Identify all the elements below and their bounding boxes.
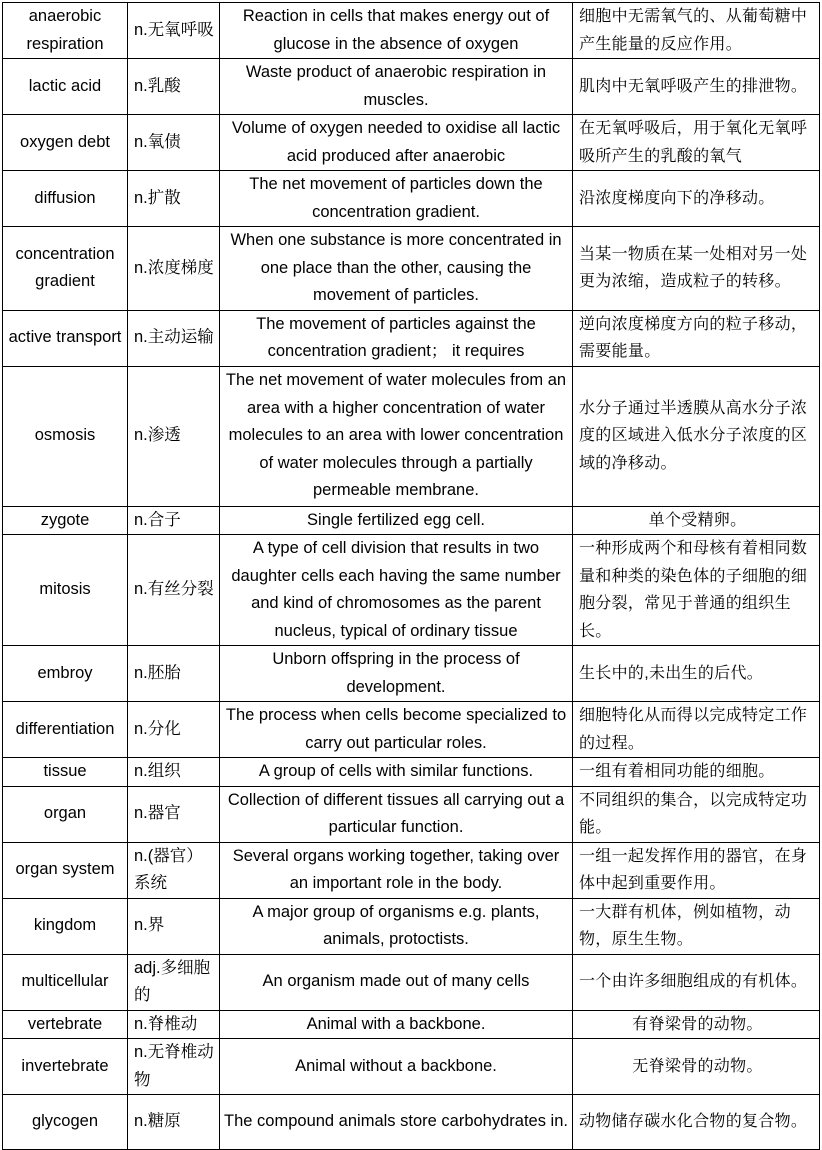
- table-row: [3, 646, 820, 702]
- part-of-speech-cell: n.浓度梯度: [128, 227, 220, 311]
- table-row: [3, 171, 820, 227]
- part-of-speech-cell: n.分化: [128, 702, 220, 758]
- part-of-speech-cell: n.界: [128, 898, 220, 954]
- term-cell: osmosis: [3, 366, 128, 506]
- chinese-definition-cell: 细胞中无需氧气的、从葡萄糖中产生能量的反应作用。: [573, 3, 820, 59]
- term-cell: organ: [3, 786, 128, 842]
- table-row: [3, 1095, 820, 1150]
- term-cell: zygote: [3, 506, 128, 535]
- table-row: [3, 227, 820, 311]
- part-of-speech-cell: n.乳酸: [128, 59, 220, 115]
- term-cell: active transport: [3, 310, 128, 366]
- term-cell: kingdom: [3, 898, 128, 954]
- chinese-definition-cell: 一组有着相同功能的细胞。: [573, 758, 820, 787]
- term-cell: invertebrate: [3, 1039, 128, 1095]
- part-of-speech-cell: n.(器官）系统: [128, 842, 220, 898]
- vocabulary-table: [2, 2, 820, 1150]
- english-definition-cell: Reaction in cells that makes energy out of glucose in the absence of oxygen: [220, 3, 573, 59]
- chinese-definition-cell: 生长中的,未出生的后代。: [573, 646, 820, 702]
- chinese-definition-cell: 在无氧呼吸后，用于氧化无氧呼吸所产生的乳酸的氧气: [573, 115, 820, 171]
- english-definition-cell: The movement of particles against the concentration gradient； it requires: [220, 310, 573, 366]
- term-cell: tissue: [3, 758, 128, 787]
- chinese-definition-cell: 细胞特化从而得以完成特定工作的过程。: [573, 702, 820, 758]
- chinese-definition-cell: 水分子通过半透膜从高水分子浓度的区域进入低水分子浓度的区域的净移动。: [573, 366, 820, 506]
- english-definition-cell: Animal without a backbone.: [220, 1039, 573, 1095]
- term-cell: differentiation: [3, 702, 128, 758]
- english-definition-cell: Collection of different tissues all carrying out a particular function.: [220, 786, 573, 842]
- english-definition-cell: Unborn offspring in the process of development.: [220, 646, 573, 702]
- table-row: [3, 59, 820, 115]
- table-body: [3, 3, 820, 1150]
- chinese-definition-cell: 动物储存碳水化合物的复合物。: [573, 1095, 820, 1150]
- english-definition-cell: Animal with a backbone.: [220, 1010, 573, 1039]
- english-definition-cell: Waste product of anaerobic respiration in muscles.: [220, 59, 573, 115]
- part-of-speech-cell: n.有丝分裂: [128, 535, 220, 646]
- table-row: [3, 506, 820, 535]
- term-cell: embroy: [3, 646, 128, 702]
- term-cell: diffusion: [3, 171, 128, 227]
- term-cell: organ system: [3, 842, 128, 898]
- english-definition-cell: The process when cells become specialized to carry out particular roles.: [220, 702, 573, 758]
- table-row: [3, 954, 820, 1010]
- term-cell: concentration gradient: [3, 227, 128, 311]
- part-of-speech-cell: n.无氧呼吸: [128, 3, 220, 59]
- chinese-definition-cell: 当某一物质在某一处相对另一处更为浓缩，造成粒子的转移。: [573, 227, 820, 311]
- chinese-definition-cell: 有脊梁骨的动物。: [573, 1010, 820, 1039]
- part-of-speech-cell: n.脊椎动: [128, 1010, 220, 1039]
- chinese-definition-cell: 单个受精卵。: [573, 506, 820, 535]
- english-definition-cell: Volume of oxygen needed to oxidise all lactic acid produced after anaerobic: [220, 115, 573, 171]
- chinese-definition-cell: 一个由许多细胞组成的有机体。: [573, 954, 820, 1010]
- chinese-definition-cell: 沿浓度梯度向下的净移动。: [573, 171, 820, 227]
- english-definition-cell: Several organs working together, taking over an important role in the body.: [220, 842, 573, 898]
- english-definition-cell: A type of cell division that results in two daughter cells each having the same number and kind of chromosomes as the parent nucleus, typical of ordinary tissue: [220, 535, 573, 646]
- term-cell: vertebrate: [3, 1010, 128, 1039]
- english-definition-cell: The net movement of water molecules from an area with a higher concentration of water molecules to an area with lower concentration of water molecules through a partially permeable membrane.: [220, 366, 573, 506]
- part-of-speech-cell: n.渗透: [128, 366, 220, 506]
- table-row: [3, 1039, 820, 1095]
- chinese-definition-cell: 肌肉中无氧呼吸产生的排泄物。: [573, 59, 820, 115]
- chinese-definition-cell: 逆向浓度梯度方向的粒子移动，需要能量。: [573, 310, 820, 366]
- part-of-speech-cell: n.扩散: [128, 171, 220, 227]
- table-row: [3, 1010, 820, 1039]
- part-of-speech-cell: n.组织: [128, 758, 220, 787]
- part-of-speech-cell: n.胚胎: [128, 646, 220, 702]
- chinese-definition-cell: 一大群有机体，例如植物，动物，原生生物。: [573, 898, 820, 954]
- table-row: [3, 702, 820, 758]
- english-definition-cell: The compound animals store carbohydrates in.: [220, 1095, 573, 1150]
- table-row: [3, 758, 820, 787]
- chinese-definition-cell: 无脊梁骨的动物。: [573, 1039, 820, 1095]
- part-of-speech-cell: n.合子: [128, 506, 220, 535]
- term-cell: lactic acid: [3, 59, 128, 115]
- part-of-speech-cell: n.氧债: [128, 115, 220, 171]
- chinese-definition-cell: 一种形成两个和母核有着相同数量和种类的染色体的子细胞的细胞分裂，常见于普通的组织生长。: [573, 535, 820, 646]
- english-definition-cell: A group of cells with similar functions.: [220, 758, 573, 787]
- part-of-speech-cell: n.糖原: [128, 1095, 220, 1150]
- english-definition-cell: When one substance is more concentrated in one place than the other, causing the movement of particles.: [220, 227, 573, 311]
- chinese-definition-cell: 一组一起发挥作用的器官，在身体中起到重要作用。: [573, 842, 820, 898]
- term-cell: multicellular: [3, 954, 128, 1010]
- term-cell: mitosis: [3, 535, 128, 646]
- term-cell: glycogen: [3, 1095, 128, 1150]
- english-definition-cell: An organism made out of many cells: [220, 954, 573, 1010]
- part-of-speech-cell: n.主动运输: [128, 310, 220, 366]
- table-row: [3, 535, 820, 646]
- chinese-definition-cell: 不同组织的集合，以完成特定功能。: [573, 786, 820, 842]
- part-of-speech-cell: n.无脊椎动物: [128, 1039, 220, 1095]
- table-row: [3, 842, 820, 898]
- part-of-speech-cell: n.器官: [128, 786, 220, 842]
- table-row: [3, 898, 820, 954]
- table-row: [3, 3, 820, 59]
- table-row: [3, 366, 820, 506]
- english-definition-cell: Single fertilized egg cell.: [220, 506, 573, 535]
- part-of-speech-cell: adj.多细胞的: [128, 954, 220, 1010]
- term-cell: oxygen debt: [3, 115, 128, 171]
- table-row: [3, 115, 820, 171]
- table-row: [3, 310, 820, 366]
- table-row: [3, 786, 820, 842]
- english-definition-cell: The net movement of particles down the concentration gradient.: [220, 171, 573, 227]
- english-definition-cell: A major group of organisms e.g. plants, animals, protoctists.: [220, 898, 573, 954]
- term-cell: anaerobic respiration: [3, 3, 128, 59]
